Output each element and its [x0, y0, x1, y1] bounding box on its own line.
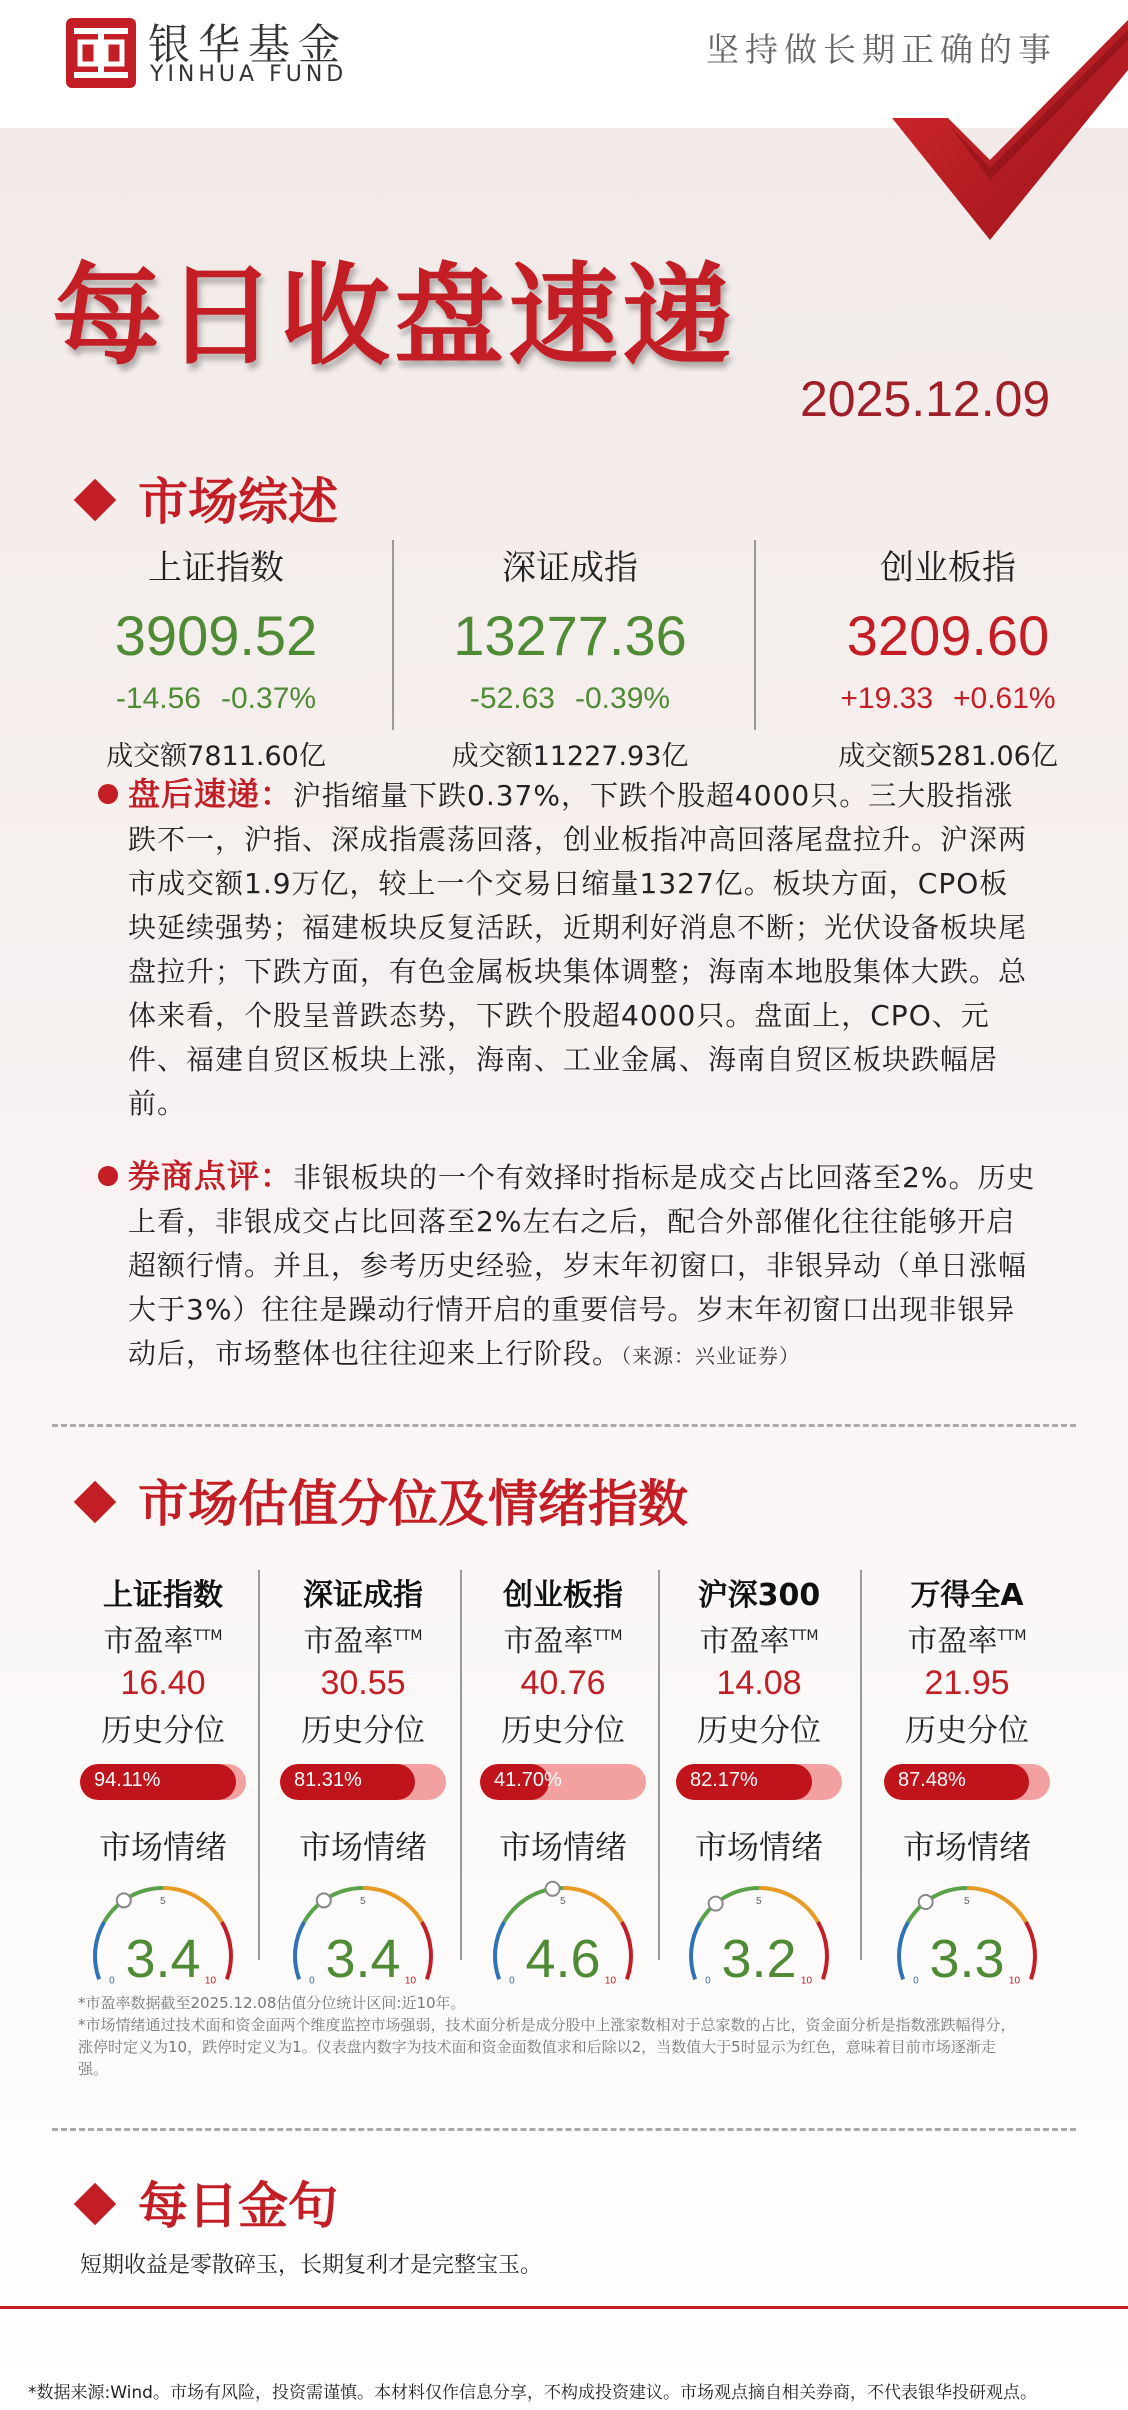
slogan: 坚持做长期正确的事 [706, 30, 1057, 69]
gauge-max-label: 10 [204, 1975, 217, 1987]
footer-disclaimer: *数据来源:Wind。市场有风险，投资需谨慎。本材料仅作信息分享，不构成投资建议。市场观点摘自相关券商，不代表银华投研观点。 [28, 2383, 1037, 2403]
yinhua-logo-icon [66, 18, 136, 88]
percentile-bar [280, 1764, 446, 1800]
after-market-summary [128, 772, 1036, 1126]
valuation-column [868, 1570, 1066, 2016]
index-value: 3909.52 [114, 604, 318, 667]
market-mood-label: 市场情绪 [98, 1828, 227, 1866]
gauge-mid-label: 5 [756, 1896, 762, 1907]
logo-chinese-name: 银华基金 [148, 20, 349, 69]
mood-value: 3.4 [125, 1929, 201, 1989]
diamond-icon [74, 478, 116, 520]
valuation-index-name: 上证指数 [103, 1578, 223, 1613]
after-market-lead: 盘后速递： [128, 775, 294, 813]
dashed-divider [52, 1424, 1076, 1427]
bullet-dot [98, 784, 118, 804]
index-card-chinext [768, 540, 1128, 773]
valuation-column [64, 1570, 262, 2016]
index-value: 13277.36 [453, 604, 687, 667]
historical-percentile-label: 历史分位 [301, 1713, 425, 1749]
gauge-max-label: 10 [604, 1975, 617, 1987]
market-mood-label: 市场情绪 [298, 1828, 427, 1866]
historical-percentile-label: 历史分位 [501, 1713, 625, 1749]
dashed-divider [52, 2128, 1076, 2131]
index-card-szse [390, 540, 750, 773]
after-market-text: 沪指缩量下跌0.37%，下跌个股超4000只。三大股指涨跌不一，沪指、深成指震荡回落，创业板指冲高回落尾盘拉升。沪深两市成交额1.9万亿，较上一个交易日缩量1327亿。板块方面，CPO板块延续强势；福建板块反复活跃，近期利好消息不断；光伏设备板块尾盘拉升；下跌方面，有色金属板块集体调整；海南本地股集体大跌。总体来看，个股呈普跌态势，下跌个股超4000只。盘面上，CPO、元件、福建自贸区板块上涨，海南、工业金属、海南自贸区板块跌幅居前。 [128, 779, 1028, 1120]
market-mood-label: 市场情绪 [694, 1828, 823, 1866]
percentile-value: 82.17% [690, 1769, 758, 1791]
index-volume: 成交额11227.93亿 [451, 741, 689, 772]
valuation-column [264, 1570, 462, 2016]
section-title-daily-quote: 每日金句 [80, 2166, 338, 2238]
diamond-icon [74, 1480, 116, 1522]
gauge-max-label: 10 [404, 1975, 417, 1987]
historical-percentile-label: 历史分位 [101, 1713, 225, 1749]
gauge-mid-label: 5 [160, 1896, 166, 1907]
section-title-valuation: 市场估值分位及情绪指数 [80, 1464, 688, 1536]
valuation-index-name: 深证成指 [303, 1578, 423, 1613]
note-line: *市盈率数据截至2025.12.08估值分位统计区间:近10年。 [78, 1994, 466, 2012]
gauge-min-label: 0 [913, 1975, 919, 1987]
pe-value: 14.08 [716, 1664, 802, 1702]
historical-percentile-label: 历史分位 [905, 1713, 1029, 1749]
percentile-bar [480, 1764, 646, 1800]
broker-comment [128, 1154, 1036, 1378]
percentile-value: 41.70% [494, 1769, 562, 1791]
historical-percentile-label: 历史分位 [697, 1713, 821, 1749]
diamond-icon [74, 2182, 116, 2224]
mood-value: 4.6 [525, 1929, 601, 1989]
percentile-bar [80, 1764, 246, 1800]
checkmark-icon [890, 0, 1128, 250]
pe-label: 市盈率$^{TTM}$ [503, 1624, 623, 1659]
broker-comment-source: （来源：兴业证券） [621, 1344, 801, 1368]
market-mood-label: 市场情绪 [498, 1828, 627, 1866]
percentile-value: 94.11% [94, 1769, 161, 1791]
logo-english-name: YINHUA FUND [150, 62, 348, 87]
percentile-value: 81.31% [294, 1769, 362, 1791]
valuation-index-name: 创业板指 [503, 1578, 623, 1613]
gauge-mid-label: 5 [964, 1896, 970, 1907]
pe-label: 市盈率$^{TTM}$ [103, 1624, 223, 1659]
valuation-notes [78, 1992, 1018, 2080]
pe-label: 市盈率$^{TTM}$ [907, 1624, 1027, 1659]
index-value: 3209.60 [846, 604, 1050, 667]
index-change: -52.63 -0.39% [469, 682, 671, 715]
gauge-mid-label: 5 [360, 1896, 366, 1907]
pe-value: 40.76 [520, 1664, 606, 1702]
valuation-index-name: 万得全A [910, 1578, 1024, 1613]
divider [860, 1570, 862, 1960]
report-date: 2025.12.09 [800, 371, 1051, 427]
pe-value: 21.95 [924, 1664, 1010, 1702]
index-name: 深证成指 [502, 548, 638, 588]
index-change: +19.33 +0.61% [840, 682, 1056, 715]
note-line: *市场情绪通过技术面和资金面两个维度监控市场强弱，技术面分析是成分股中上涨家数相对于总家数的占比，资金面分析是指数涨跌幅得分，涨停时定义为10，跌停时定义为1。仪表盘内数字为技术面和资金面数值求和后除以2，当数值大于5时显示为红色，意味着目前市场逐渐走强。 [78, 2016, 1016, 2078]
mood-value: 3.4 [325, 1929, 401, 1989]
gauge-max-label: 10 [1008, 1975, 1021, 1987]
market-mood-label: 市场情绪 [902, 1828, 1031, 1866]
valuation-column [660, 1570, 858, 2016]
daily-quote: 短期收益是零散碎玉，长期复利才是完整宝玉。 [80, 2253, 543, 2278]
percentile-value: 87.48% [898, 1769, 966, 1791]
gauge-min-label: 0 [509, 1975, 515, 1987]
bullet-dot [98, 1166, 118, 1186]
gauge-min-label: 0 [705, 1975, 711, 1987]
gauge-mid-label: 5 [560, 1896, 566, 1907]
percentile-bar [884, 1764, 1050, 1800]
index-volume: 成交额5281.06亿 [838, 741, 1058, 772]
footer-rule [0, 2306, 1128, 2309]
index-name: 上证指数 [148, 548, 284, 588]
pe-label: 市盈率$^{TTM}$ [303, 1624, 423, 1659]
gauge-min-label: 0 [109, 1975, 115, 1987]
pe-label: 市盈率$^{TTM}$ [699, 1624, 819, 1659]
valuation-index-name: 沪深300 [697, 1578, 821, 1613]
broker-comment-text: 非银板块的一个有效择时指标是成交占比回落至2%。历史上看，非银成交占比回落至2%左右之后，配合外部催化往往能够开启超额行情。并且，参考历史经验，岁末年初窗口，非银异动（单日涨幅大于3%）往往是躁动行情开启的重要信号。岁末年初窗口出现非银异动后，市场整体也往往迎来上行阶段。 [128, 1161, 1036, 1370]
valuation-column [464, 1570, 662, 2016]
gauge-max-label: 10 [800, 1975, 813, 1987]
index-change: -14.56 -0.37% [115, 682, 317, 715]
gauge-min-label: 0 [309, 1975, 315, 1987]
index-card-sse [36, 540, 396, 773]
section-title-market-overview: 市场综述 [80, 462, 338, 534]
mood-value: 3.3 [929, 1929, 1005, 1989]
divider [754, 540, 756, 730]
index-volume: 成交额7811.60亿 [106, 741, 326, 772]
mood-value: 3.2 [721, 1929, 797, 1989]
pe-value: 16.40 [120, 1664, 206, 1702]
index-name: 创业板指 [880, 548, 1016, 588]
pe-value: 30.55 [320, 1664, 406, 1702]
main-title: 每日收盘速递 [52, 252, 736, 380]
percentile-bar [676, 1764, 842, 1800]
broker-comment-lead: 券商点评： [128, 1157, 294, 1195]
